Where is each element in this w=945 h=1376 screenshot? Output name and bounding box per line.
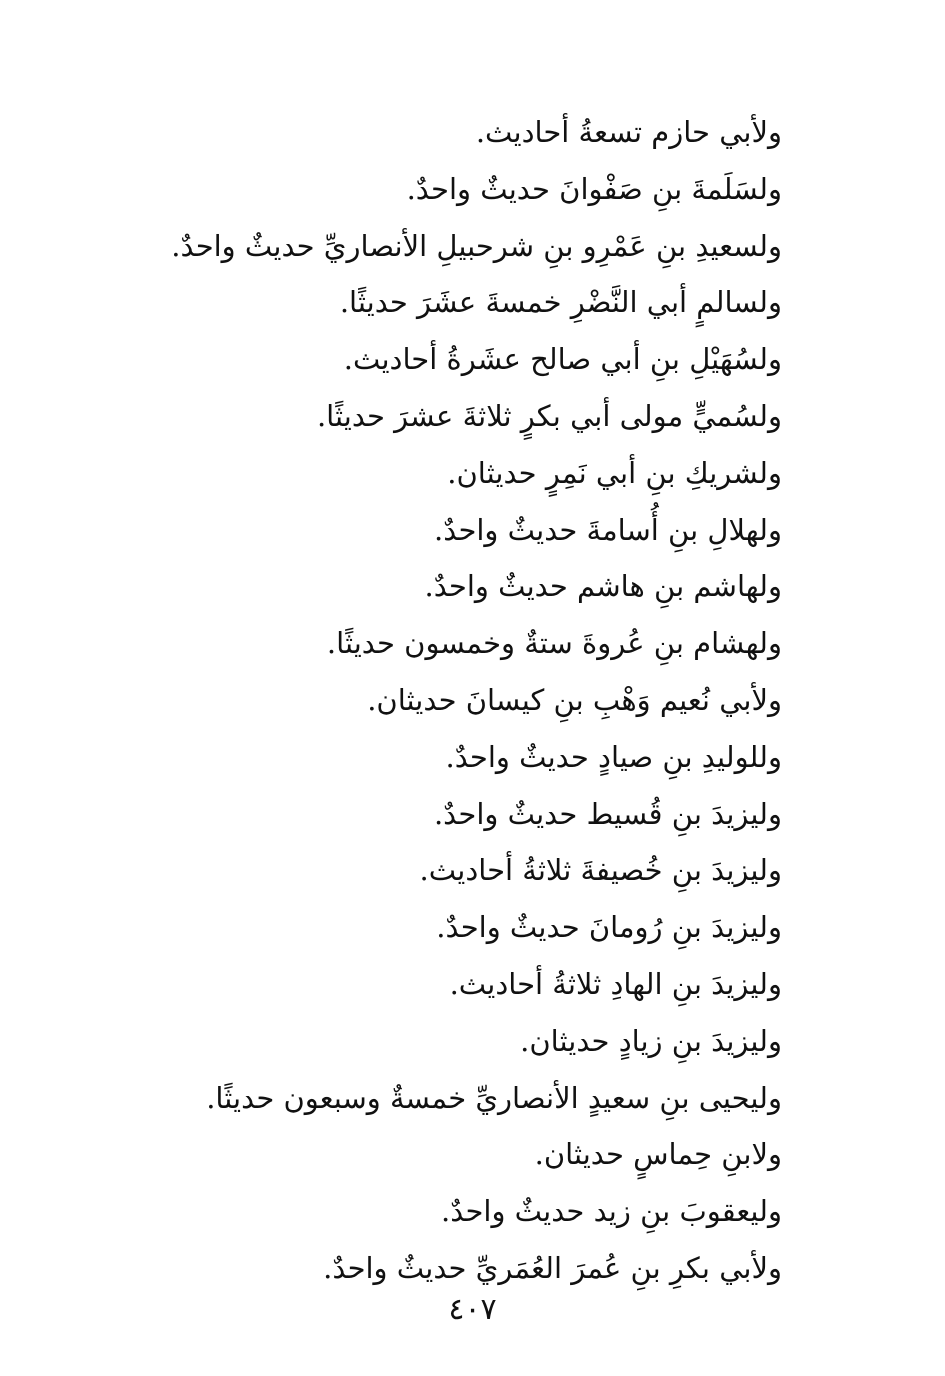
text-line: وليزيدَ بنِ خُصيفةَ ثلاثةُ أحاديث.: [419, 853, 782, 888]
text-line: ولسالمٍ أبي النَّضْرِ خمسةَ عشَرَ حديثًا.: [339, 285, 782, 320]
text-line: ولأبي بكرِ بنِ عُمرَ العُمَريِّ حديثٌ واحدٌ.: [323, 1250, 782, 1285]
text-line: ولشريكِ بنِ أبي نَمِرٍ حديثان.: [447, 455, 782, 490]
text-line: ولابنِ حِماسٍ حديثان.: [534, 1137, 782, 1172]
text-line: ولهاشم بنِ هاشم حديثٌ واحدٌ.: [424, 569, 782, 604]
text-line: ولأبي نُعيم وَهْبِ بنِ كيسانَ حديثان.: [367, 682, 782, 717]
text-line: ولأبي حازم تسعةُ أحاديث.: [475, 115, 782, 149]
text-line: ولسَلَمةَ بنِ صَفْوانَ حديثٌ واحدٌ.: [406, 171, 782, 206]
text-line: وليزيدَ بنِ الهادِ ثلاثةُ أحاديث.: [449, 966, 782, 1001]
text-line: ولسعيدِ بنِ عَمْرِو بنِ شرحبيلِ الأنصاريِّ حديثٌ واحدٌ.: [171, 228, 782, 263]
text-line: ولسُميٍّ مولى أبي بكرٍ ثلاثةَ عشرَ حديثًا.: [316, 398, 782, 433]
text-line: وليحيى بنِ سعيدٍ الأنصاريِّ خمسةٌ وسبعون حديثًا.: [206, 1080, 782, 1115]
text-line: وليزيدَ بنِ زيادٍ حديثان.: [520, 1023, 782, 1058]
text-line: ولهلالِ بنِ أُسامةَ حديثٌ واحدٌ.: [434, 512, 782, 547]
text-line: وليزيدَ بنِ قُسيط حديثٌ واحدٌ.: [433, 796, 782, 831]
text-line: ولهشام بنِ عُروةَ ستةٌ وخمسون حديثًا.: [326, 626, 782, 661]
text-line: ولسُهَيْلِ بنِ أبي صالح عشَرةُ أحاديث.: [343, 342, 782, 377]
text-line: وليزيدَ بنِ رُومانَ حديثٌ واحدٌ.: [436, 910, 782, 945]
text-line: وللوليدِ بنِ صيادٍ حديثٌ واحدٌ.: [445, 739, 782, 774]
page-number: ٤٠٧: [448, 1292, 497, 1327]
text-line: وليعقوبَ بنِ زيد حديثٌ واحدٌ.: [441, 1194, 782, 1229]
text-lines: [171, 104, 782, 1297]
